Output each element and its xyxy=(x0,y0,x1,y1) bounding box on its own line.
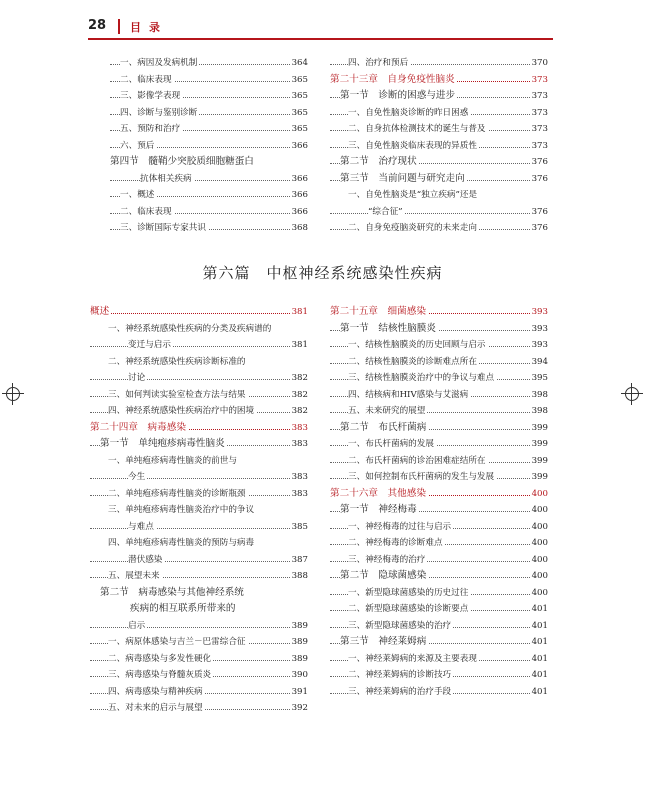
toc-entry-page: 400 xyxy=(530,502,548,519)
toc-entry-page: 364 xyxy=(290,55,308,72)
toc-entry-page: 394 xyxy=(530,354,548,371)
toc-entry-page: 385 xyxy=(290,519,308,536)
toc-entry xyxy=(330,187,548,204)
toc-entry xyxy=(330,634,548,651)
toc-entry-label: 一、布氏杆菌病的发展 xyxy=(348,436,436,453)
toc-entry-label: 三、影像学表现 xyxy=(120,88,182,105)
toc-entry xyxy=(330,220,548,237)
toc-entry xyxy=(110,105,308,122)
toc-entry xyxy=(330,420,548,437)
toc-entry xyxy=(110,204,308,221)
toc-entry-label: 第二节 治疗现状 xyxy=(340,154,419,171)
toc-entry-page: 373 xyxy=(530,72,548,89)
toc-entry-page: 381 xyxy=(290,304,308,321)
toc-entry-label: 二、病毒感染与多发性硬化 xyxy=(108,651,213,668)
toc-entry xyxy=(330,321,548,338)
toc-entry-label: 三、单纯疱疹病毒性脑炎治疗中的争议 xyxy=(108,502,256,519)
toc-entry-page: 366 xyxy=(290,138,308,155)
toc-lower-left xyxy=(90,304,308,717)
toc-entry-label: 四、神经系统感染性疾病治疗中的困境 xyxy=(108,403,256,420)
toc-entry-page: 366 xyxy=(290,187,308,204)
toc-entry xyxy=(110,88,308,105)
toc-entry-label: 第一节 单纯疱疹病毒性脑炎 xyxy=(100,436,227,453)
toc-entry-page: 366 xyxy=(290,171,308,188)
part-title: 第六篇 中枢神经系统感染性疾病 xyxy=(202,264,443,282)
toc-entry-page: 390 xyxy=(290,667,308,684)
toc-entry xyxy=(90,321,308,338)
toc-entry xyxy=(110,72,308,89)
toc-entry-label: 潜伏感染 xyxy=(128,552,164,569)
header-divider xyxy=(118,19,120,34)
toc-entry xyxy=(110,220,308,237)
toc-entry xyxy=(330,684,548,701)
toc-entry-page: 401 xyxy=(530,651,548,668)
toc-entry-page: 398 xyxy=(530,387,548,404)
toc-entry-page: 400 xyxy=(530,568,548,585)
toc-entry xyxy=(110,187,308,204)
toc-entry xyxy=(330,138,548,155)
toc-entry-label: 四、病毒感染与精神疾病 xyxy=(108,684,205,701)
toc-entry-label: 抗体相关疾病 xyxy=(140,171,194,188)
toc-entry-label: 三、病毒感染与脊髓灰质炎 xyxy=(108,667,213,684)
toc-entry xyxy=(330,502,548,519)
toc-entry-page: 395 xyxy=(530,370,548,387)
toc-entry xyxy=(330,154,548,171)
toc-entry-label: 二、临床表现 xyxy=(120,204,174,221)
toc-entry xyxy=(330,171,548,188)
toc-entry-label: 第一节 诊断的困惑与进步 xyxy=(340,88,457,105)
toc-entry-label: 二、神经莱姆病的诊断技巧 xyxy=(348,667,453,684)
toc-entry xyxy=(90,651,308,668)
toc-entry-label: 三、结核性脑膜炎治疗中的争议与难点 xyxy=(348,370,496,387)
toc-entry-label: 三、如何判读实验室检查方法与结果 xyxy=(108,387,248,404)
toc-entry-label: 二、结核性脑膜炎的诊断难点所在 xyxy=(348,354,479,371)
toc-entry-page: 373 xyxy=(530,105,548,122)
toc-entry xyxy=(330,370,548,387)
toc-entry-label: 第三节 当前问题与研究走向 xyxy=(340,171,467,188)
toc-entry-label: 二、自身免疫脑炎研究的未来走向 xyxy=(348,220,479,237)
toc-entry xyxy=(330,403,548,420)
toc-entry-label: 二、临床表现 xyxy=(120,72,174,89)
toc-entry-page: 399 xyxy=(530,469,548,486)
toc-entry-page: 399 xyxy=(530,420,548,437)
toc-entry-label: 第二节 隐球菌感染 xyxy=(340,568,428,585)
registration-mark-right xyxy=(621,383,643,405)
toc-entry xyxy=(90,667,308,684)
toc-entry-page: 376 xyxy=(530,204,548,221)
toc-entry-page: 399 xyxy=(530,436,548,453)
toc-entry xyxy=(330,88,548,105)
toc-entry xyxy=(330,387,548,404)
toc-entry xyxy=(330,436,548,453)
toc-upper-left xyxy=(110,55,308,237)
toc-entry xyxy=(330,55,548,72)
toc-entry-label: 四、治疗和预后 xyxy=(348,55,410,72)
toc-upper-right xyxy=(330,55,548,237)
toc-entry xyxy=(90,403,308,420)
toc-entry-page: 376 xyxy=(530,220,548,237)
toc-entry xyxy=(110,55,308,72)
toc-entry xyxy=(110,138,308,155)
toc-entry-label: “综合征” xyxy=(368,204,405,221)
toc-entry-label: 三、神经莱姆病的治疗手段 xyxy=(348,684,453,701)
toc-entry xyxy=(330,618,548,635)
toc-entry-page: 392 xyxy=(290,700,308,717)
toc-entry-label: 第二十五章 细菌感染 xyxy=(330,304,428,321)
toc-entry-label: 一、结核性脑膜炎的历史回顾与启示 xyxy=(348,337,488,354)
toc-entry-label: 启示 xyxy=(128,618,147,635)
toc-entry xyxy=(90,618,308,635)
toc-entry-page: 400 xyxy=(530,585,548,602)
toc-entry-label: 二、单纯疱疹病毒性脑炎的诊断瓶颈 xyxy=(108,486,248,503)
toc-entry xyxy=(90,304,308,321)
toc-entry-page: 365 xyxy=(290,88,308,105)
toc-entry-page: 387 xyxy=(290,552,308,569)
toc-entry-label: 疾病的相互联系所带来的 xyxy=(130,601,238,618)
toc-entry-page: 383 xyxy=(290,420,308,437)
toc-entry-label: 第二十六章 其他感染 xyxy=(330,486,428,503)
toc-entry-page: 393 xyxy=(530,337,548,354)
toc-entry-label: 第四节 髓鞘少突胶质细胞糖蛋白 xyxy=(110,154,256,171)
toc-entry-label: 概述 xyxy=(90,304,111,321)
toc-entry xyxy=(90,387,308,404)
toc-entry-page: 393 xyxy=(530,321,548,338)
toc-entry-page: 400 xyxy=(530,519,548,536)
leader-dots xyxy=(90,346,308,347)
toc-entry xyxy=(90,436,308,453)
toc-entry-page: 389 xyxy=(290,618,308,635)
toc-entry-label: 第二十四章 病毒感染 xyxy=(90,420,188,437)
toc-entry xyxy=(90,370,308,387)
toc-entry xyxy=(330,337,548,354)
toc-entry-page: 376 xyxy=(530,171,548,188)
toc-entry xyxy=(90,420,308,437)
toc-entry-label: 五、对未来的启示与展望 xyxy=(108,700,205,717)
toc-entry-label: 一、神经系统感染性疾病的分类及疾病谱的 xyxy=(108,321,273,338)
toc-entry-page: 400 xyxy=(530,535,548,552)
toc-entry xyxy=(90,552,308,569)
toc-entry-label: 二、神经梅毒的诊断难点 xyxy=(348,535,445,552)
toc-entry-label: 一、单纯疱疹病毒性脑炎的前世与 xyxy=(108,453,239,470)
toc-entry xyxy=(90,535,308,552)
toc-entry xyxy=(90,568,308,585)
leader-dots xyxy=(90,627,308,628)
toc-entry-label: 二、自身抗体检测技术的诞生与普及 xyxy=(348,121,488,138)
toc-entry-label: 讨论 xyxy=(128,370,147,387)
toc-entry xyxy=(90,453,308,470)
toc-entry xyxy=(90,354,308,371)
header-title: 目录 xyxy=(130,21,168,34)
toc-entry-label: 四、诊断与鉴别诊断 xyxy=(120,105,199,122)
toc-entry-label: 一、概述 xyxy=(120,187,156,204)
toc-entry-page: 373 xyxy=(530,121,548,138)
toc-entry-label: 三、新型隐球菌感染的治疗 xyxy=(348,618,453,635)
toc-entry xyxy=(90,585,308,602)
toc-entry-label: 三、神经梅毒的治疗 xyxy=(348,552,427,569)
toc-entry xyxy=(330,105,548,122)
toc-entry xyxy=(330,552,548,569)
toc-entry-page: 401 xyxy=(530,601,548,618)
toc-entry xyxy=(330,354,548,371)
toc-entry xyxy=(330,204,548,221)
toc-entry xyxy=(110,171,308,188)
toc-entry-page: 382 xyxy=(290,403,308,420)
toc-lower-right xyxy=(330,304,548,700)
toc-entry-page: 401 xyxy=(530,634,548,651)
toc-entry-page: 399 xyxy=(530,453,548,470)
toc-entry xyxy=(330,651,548,668)
toc-entry xyxy=(90,502,308,519)
toc-entry-label: 二、神经系统感染性疾病诊断标准的 xyxy=(108,354,248,371)
toc-entry xyxy=(330,453,548,470)
toc-entry-page: 400 xyxy=(530,486,548,503)
toc-entry-page: 382 xyxy=(290,387,308,404)
toc-entry-page: 366 xyxy=(290,204,308,221)
toc-entry-page: 383 xyxy=(290,436,308,453)
toc-entry-page: 389 xyxy=(290,634,308,651)
toc-entry xyxy=(330,519,548,536)
toc-entry xyxy=(90,634,308,651)
toc-entry xyxy=(330,667,548,684)
toc-entry xyxy=(330,535,548,552)
toc-entry-page: 373 xyxy=(530,88,548,105)
toc-entry-label: 一、病原体感染与吉兰－巴雷综合征 xyxy=(108,634,248,651)
toc-entry-label: 第二十三章 自身免疫性脑炎 xyxy=(330,72,457,89)
toc-entry-label: 一、病因及发病机制 xyxy=(120,55,199,72)
toc-entry-page: 400 xyxy=(530,552,548,569)
toc-entry xyxy=(110,154,308,171)
toc-entry-page: 389 xyxy=(290,651,308,668)
toc-entry-page: 373 xyxy=(530,138,548,155)
toc-entry-label: 第三节 神经莱姆病 xyxy=(340,634,428,651)
toc-entry-label: 四、结核病和HIV感染与艾滋病 xyxy=(348,387,470,404)
toc-entry-page: 393 xyxy=(530,304,548,321)
toc-entry-page: 391 xyxy=(290,684,308,701)
toc-entry-label: 一、神经梅毒的过往与启示 xyxy=(348,519,453,536)
toc-entry-page: 388 xyxy=(290,568,308,585)
toc-entry-label: 二、布氏杆菌病的诊治困难症结所在 xyxy=(348,453,488,470)
toc-entry xyxy=(330,469,548,486)
toc-entry-page: 368 xyxy=(290,220,308,237)
leader-dots xyxy=(90,379,308,380)
toc-entry-label: 一、神经莱姆病的来源及主要表现 xyxy=(348,651,479,668)
toc-entry xyxy=(330,568,548,585)
toc-entry xyxy=(90,486,308,503)
toc-entry-label: 五、预防和治疗 xyxy=(120,121,182,138)
toc-entry-page: 370 xyxy=(530,55,548,72)
toc-entry xyxy=(90,519,308,536)
toc-entry xyxy=(90,684,308,701)
registration-mark-left xyxy=(2,383,24,405)
toc-entry-page: 401 xyxy=(530,618,548,635)
leader-dots xyxy=(90,478,308,479)
toc-entry xyxy=(330,601,548,618)
toc-entry-label: 变迁与启示 xyxy=(128,337,173,354)
toc-entry-label: 一、自免性脑炎是“独立疾病”还是 xyxy=(348,187,479,204)
toc-entry-page: 365 xyxy=(290,121,308,138)
toc-entry-label: 六、预后 xyxy=(120,138,156,155)
toc-entry-page: 376 xyxy=(530,154,548,171)
toc-entry-label: 五、展望未来 xyxy=(108,568,162,585)
toc-entry-label: 三、诊断国际专家共识 xyxy=(120,220,208,237)
toc-entry xyxy=(330,304,548,321)
toc-entry xyxy=(90,700,308,717)
toc-entry-page: 398 xyxy=(530,403,548,420)
toc-entry-label: 第二节 病毒感染与其他神经系统 xyxy=(100,585,246,602)
toc-entry xyxy=(90,469,308,486)
toc-entry-page: 365 xyxy=(290,72,308,89)
toc-entry-label: 二、新型隐球菌感染的诊断要点 xyxy=(348,601,470,618)
toc-entry xyxy=(110,121,308,138)
page-header xyxy=(88,16,553,36)
toc-entry xyxy=(330,585,548,602)
toc-entry-page: 383 xyxy=(290,486,308,503)
toc-entry-label: 五、未来研究的展望 xyxy=(348,403,427,420)
toc-entry-page: 383 xyxy=(290,469,308,486)
toc-entry-page: 365 xyxy=(290,105,308,122)
toc-entry xyxy=(90,337,308,354)
toc-entry xyxy=(330,486,548,503)
toc-entry-label: 一、自免性脑炎诊断的昨日困惑 xyxy=(348,105,470,122)
toc-entry-label: 今生 xyxy=(128,469,147,486)
leader-dots xyxy=(330,213,548,214)
toc-entry-label: 第一节 结核性脑膜炎 xyxy=(340,321,438,338)
toc-entry-page: 401 xyxy=(530,667,548,684)
toc-entry-label: 第二节 布氏杆菌病 xyxy=(340,420,428,437)
leader-dots xyxy=(90,561,308,562)
header-rule xyxy=(88,38,553,40)
page-number: 28 xyxy=(88,18,107,33)
toc-entry xyxy=(90,601,308,618)
toc-entry-label: 四、单纯疱疹病毒性脑炎的预防与病毒 xyxy=(108,535,256,552)
toc-entry-label: 三、自免性脑炎临床表现的异质性 xyxy=(348,138,479,155)
toc-entry-page: 382 xyxy=(290,370,308,387)
toc-entry-page: 401 xyxy=(530,684,548,701)
toc-entry xyxy=(330,121,548,138)
toc-entry-label: 与难点 xyxy=(128,519,156,536)
toc-entry xyxy=(330,72,548,89)
toc-entry-label: 一、新型隐球菌感染的历史过往 xyxy=(348,585,470,602)
toc-entry-label: 第一节 神经梅毒 xyxy=(340,502,419,519)
leader-dots xyxy=(90,313,308,314)
toc-entry-page: 381 xyxy=(290,337,308,354)
leader-dots xyxy=(90,528,308,529)
toc-entry-label: 三、如何控制布氏杆菌病的发生与发展 xyxy=(348,469,496,486)
